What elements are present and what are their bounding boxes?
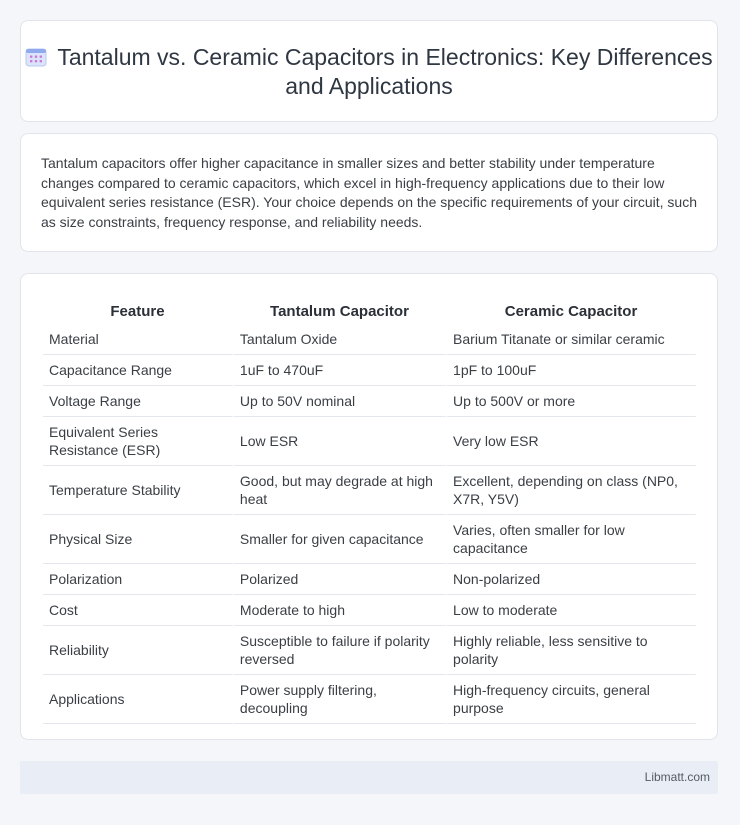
table-row xyxy=(43,386,697,417)
table-row xyxy=(43,324,697,355)
table-row xyxy=(43,355,697,386)
table-row xyxy=(43,564,697,595)
table-row xyxy=(43,417,697,466)
comparison-table-card xyxy=(20,273,718,740)
header-feature: Feature xyxy=(43,294,234,324)
title-card xyxy=(20,20,718,122)
ceramic-cell: Very low ESR xyxy=(447,417,697,466)
tantalum-cell: 1uF to 470uF xyxy=(234,355,447,386)
table-row xyxy=(43,515,697,564)
feature-cell: Applications xyxy=(43,675,234,724)
tantalum-cell: Smaller for given capacitance xyxy=(234,515,447,564)
tantalum-cell: Susceptible to failure if polarity reversed xyxy=(234,626,447,675)
feature-cell: Capacitance Range xyxy=(43,355,234,386)
ceramic-cell: High-frequency circuits, general purpose xyxy=(447,675,697,724)
ceramic-cell: Non-polarized xyxy=(447,564,697,595)
ceramic-cell: Varies, often smaller for low capacitance xyxy=(447,515,697,564)
ceramic-cell: Up to 500V or more xyxy=(447,386,697,417)
ceramic-cell: Barium Titanate or similar ceramic xyxy=(447,324,697,355)
feature-cell: Material xyxy=(43,324,234,355)
comparison-table xyxy=(43,294,697,724)
tantalum-cell: Tantalum Oxide xyxy=(234,324,447,355)
tantalum-cell: Power supply filtering, decoupling xyxy=(234,675,447,724)
header-ceramic: Ceramic Capacitor xyxy=(447,294,697,324)
feature-cell: Temperature Stability xyxy=(43,466,234,515)
table-row xyxy=(43,595,697,626)
table-row xyxy=(43,466,697,515)
tantalum-cell: Moderate to high xyxy=(234,595,447,626)
table-row xyxy=(43,626,697,675)
ceramic-cell: Excellent, depending on class (NP0, X7R, Y5V) xyxy=(447,466,697,515)
ceramic-cell: Highly reliable, less sensitive to polarity xyxy=(447,626,697,675)
feature-cell: Physical Size xyxy=(43,515,234,564)
table-header-row xyxy=(43,294,697,324)
table-row xyxy=(43,675,697,724)
header-tantalum: Tantalum Capacitor xyxy=(234,294,447,324)
intro-paragraph: Tantalum capacitors offer higher capacitance in smaller sizes and better stability under temperature changes compared to ceramic capacitors, which excel in high-frequency applications due to their low equivalent series resistance (ESR). Your choice depends on the specific requirements of your circuit, such as size constraints, frequency response, and reliability needs. xyxy=(41,155,698,230)
ceramic-cell: 1pF to 100uF xyxy=(447,355,697,386)
feature-cell: Voltage Range xyxy=(43,386,234,417)
feature-cell: Cost xyxy=(43,595,234,626)
feature-cell: Polarization xyxy=(43,564,234,595)
footer-brand-link[interactable]: Libmatt.com xyxy=(644,770,710,784)
feature-cell: Equivalent Series Resistance (ESR) xyxy=(43,417,234,466)
footer-bar xyxy=(20,761,718,794)
tantalum-cell: Polarized xyxy=(234,564,447,595)
intro-card xyxy=(20,133,718,252)
feature-cell: Reliability xyxy=(43,626,234,675)
tantalum-cell: Up to 50V nominal xyxy=(234,386,447,417)
calendar-grid-icon xyxy=(25,45,47,65)
ceramic-cell: Low to moderate xyxy=(447,595,697,626)
tantalum-cell: Low ESR xyxy=(234,417,447,466)
page-title-wrap xyxy=(21,43,717,101)
tantalum-cell: Good, but may degrade at high heat xyxy=(234,466,447,515)
page-title: Tantalum vs. Ceramic Capacitors in Electronics: Key Differences and Applications xyxy=(57,44,713,99)
